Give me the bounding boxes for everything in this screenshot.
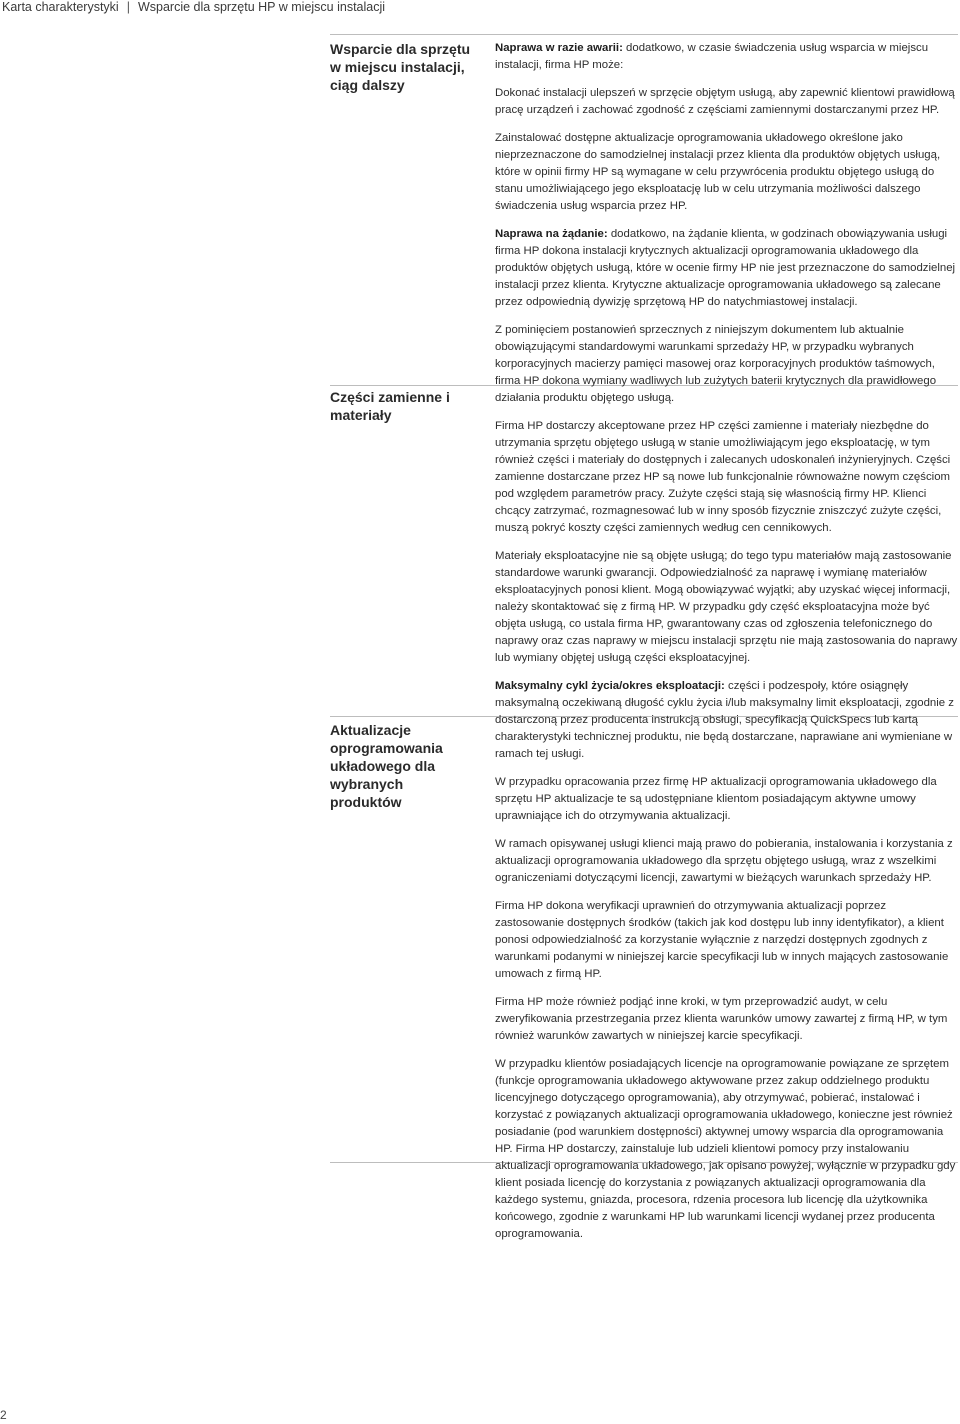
paragraph-entitlement-verification: Firma HP dokona weryfikacji uprawnień do otrzymywania aktualizacji poprzez zastosowanie dostępnych środków (takich jak kod dostępu lub inny identyfikator), a klient ponosi odpowiedzialność za korzystanie wyłącznie z narzędzi dostępnych zgodnych z warunkami podanymi w niniejszej karcie specyfikacji lub w innych mających zastosowanie umowach z firmą HP. [495,900,949,980]
sidebar-heading-parts: Części zamienne i materiały [330,389,450,423]
paragraph-firmware-install: Zainstalować dostępne aktualizacje oprogramowania układowego określone jako nieprzeznaczone do samodzielnej instalacji przez klienta dla produktów objętych usługą, które w opinii firmy HP są wymagane w celu przywrócenia produktu objętego usługą do stanu umożliwiającego jego eksploatację lub w celu utrzymania możliwości dalszego świadczenia usług wsparcia przez HP. [495,132,941,212]
paragraph-max-lifecycle: Maksymalny cykl życia/okres eksploatacji: części i podzespoły, które osiągnęły maksymalną oczekiwaną długość cyklu życia i/lub maksymalny limit eksploatacji, zgodnie z dostarczoną przez producenta instrukcją obsługi, specyfikacją QuickSpecs lub kartą charakterystyki technicznej produktu, nie będą dostarczane, naprawiane ani wymieniane w ramach tej usługi. [495,680,954,760]
label-repair-failure: Naprawa w razie awarii: [495,42,623,54]
paragraph-parts: Firma HP dostarczy akceptowane przez HP części zamienne i materiały niezbędne do utrzymania sprzętu objętego usługą w stanie umożliwiającym jego eksploatację, w tym również części i materiały do dostępnych i zalecanych udoskonaleń inżynieryjnych. Części zamienne dostarczane przez HP są nowe lub funkcjonalnie równoważne nowym częściom pod względem parametrów pracy. Zużyte części stają się własnością firmy HP. Klienci chcący zatrzymać, rozmagnesować lub w inny sposób fizycznie zniszczyć zużyte części, muszą pokryć koszty części zamiennych według cen cennikowych. [495,420,951,534]
document-type: Karta charakterystyki [2,0,119,14]
paragraph-software-licenses: W przypadku klientów posiadających licencje na oprogramowanie powiązane ze sprzętem (funkcje oprogramowania układowego aktywowane przez zakup oddzielnego produktu licencyjnego dotyczącego oprogramowania), aby otrzymywać, pobierać, instalować i korzystać z powiązanych aktualizacji oprogramowania układowego, konieczne jest również posiadanie (pod warunkiem dostępności) aktywnej umowy wsparcia dla oprogramowania HP. Firma HP dostarczy, zainstaluje lub udzieli klientowi pomocy przy instalowaniu aktualizacji oprogramowania układowego, jak opisano powyżej, wyłącznie w przypadku gdy klient posiada licencję do korzystania z powiązanych aktualizacji oprogramowania dla każdego systemu, gniazda, procesora, rdzenia procesora lub licencję dla użytkownika końcowego, zgodnie z warunkami HP lub warunkami licencji wydanej przez producenta oprogramowania. [495,1058,956,1240]
main-content [495,40,958,1254]
paragraph-upgrades: Dokonać instalacji ulepszeń w sprzęcie objętym usługą, aby zapewnić klientowi prawidłową pracę urządzeń i zachować zgodność z częściami zamiennymi dostarczanymi przez HP. [495,87,955,116]
header-separator: | [126,0,130,14]
sidebar-heading-firmware: Aktualizacje oprogramowania układowego dla wybranych produktów [330,722,443,810]
paragraph-repair-failure: Naprawa w razie awarii: dodatkowo, w czasie świadczenia usług wsparcia w miejscu instalacji, firma HP może: [495,42,929,71]
sidebar-heading-continued: Wsparcie dla sprzętu w miejscu instalacji, ciąg dalszy [330,41,471,93]
paragraph-firmware-availability: W przypadku opracowania przez firmę HP aktualizacji oprogramowania układowego dla sprzętu HP aktualizacje te są udostępniane klientom posiadającym aktywne umowy uprawniające ich do otrzymywania aktualizacji. [495,776,937,822]
top-rule [330,34,958,35]
paragraph-consumables: Materiały eksploatacyjne nie są objęte usługą; do tego typu materiałów mają zastosowanie standardowe warunki gwarancji. Odpowiedzialność za naprawę i wymianę materiałów eksploatacyjnych ponosi klient. Mogą obowiązywać wyjątki; aby uzyskać więcej informacji, należy skontaktować się z firmą HP. W przypadku gdy część eksploatacyjna może być objęta usługą, co ustala firma HP, gwarantowany czas od zgłoszenia telefonicznego do naprawy oraz czas naprawy w miejscu instalacji sprzętu nie mają zastosowania do naprawy lub wymiany objętej usługą części eksploatacyjnej. [495,550,958,664]
document-header [2,0,385,14]
page-number: 2 [0,1408,7,1422]
paragraph-audit: Firma HP może również podjąć inne kroki, w tym przeprowadzić audyt, w celu zweryfikowania przestrzegania przez klienta warunków umowy zawartej z firmą HP, w tym również warunków zawartych w niniejszej karcie specyfikacji. [495,996,948,1042]
paragraph-firmware-rights: W ramach opisywanej usługi klienci mają prawo do pobierania, instalowania i korzystania z aktualizacji oprogramowania układowego dla sprzętu objętego usługą, wraz z wszelkimi ograniczeniami dotyczącymi licencji, zawartymi w bieżących warunkach sprzedaży HP. [495,838,953,884]
document-title: Wsparcie dla sprzętu HP w miejscu instalacji [137,0,386,14]
paragraph-repair-on-demand: Naprawa na żądanie: dodatkowo, na żądanie klienta, w godzinach obowiązywania usługi firma HP dokona instalacji krytycznych aktualizacji oprogramowania układowego dla produktów objętych usługą, które w ocenie firmy HP nie jest przeznaczone do samodzielnej instalacji przez klienta. Krytyczne aktualizacje oprogramowania układowego są zalecane przez odpowiednią dywizję sprzętową HP do natychmiastowej instalacji. [495,228,956,308]
label-max-lifecycle: Maksymalny cykl życia/okres eksploatacji: [495,680,725,692]
paragraph-batteries: Z pominięciem postanowień sprzecznych z niniejszym dokumentem lub aktualnie obowiązującymi standardowymi warunkami sprzedaży HP, w przypadku wybranych korporacyjnych macierzy pamięci masowej oraz korporacyjnych produktów taśmowych, firma HP dokona wymiany wadliwych lub zużytych baterii krytycznych dla prawidłowego działania produktu objętego usługą. [495,324,937,404]
label-repair-on-demand: Naprawa na żądanie: [495,228,608,240]
